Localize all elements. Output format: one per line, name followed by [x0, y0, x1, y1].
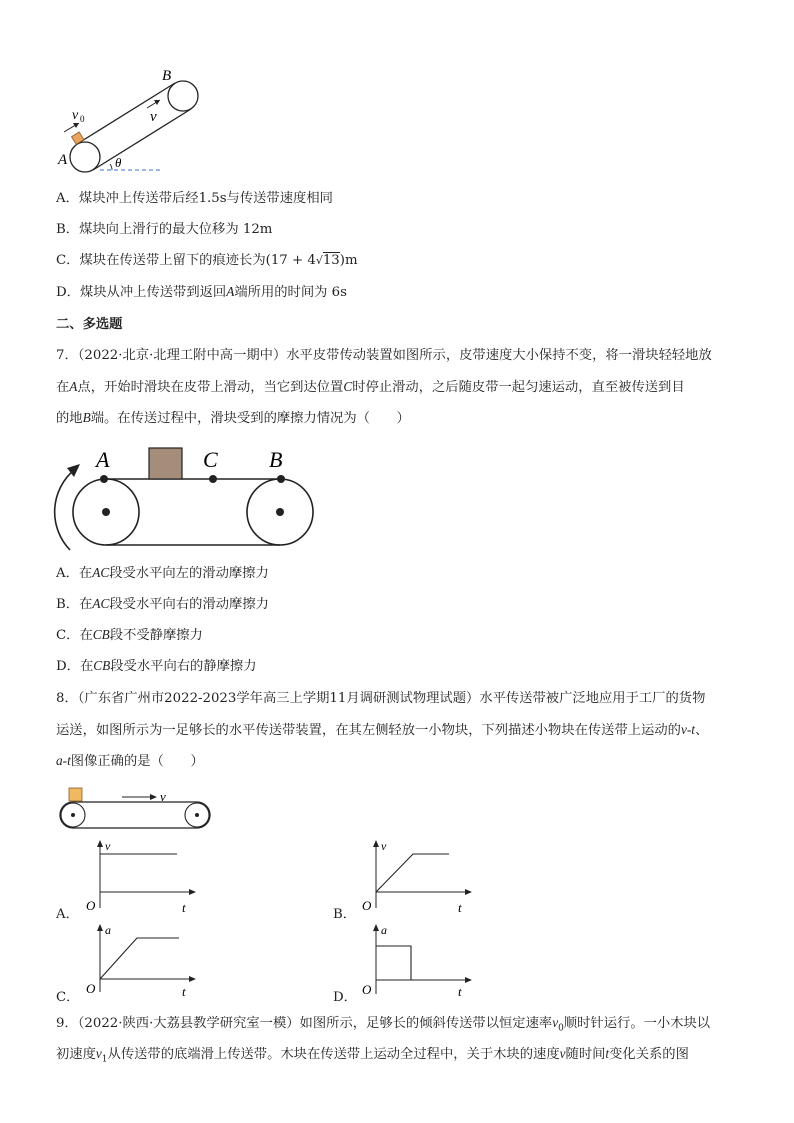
q7-l2-C: C — [343, 379, 353, 394]
label-B: B — [162, 68, 172, 84]
horizontal-belt-figure — [56, 442, 326, 572]
label-theta: θ — [115, 155, 122, 170]
q7-line-1: 7．（2022·北京·北理工附中高一期中）水平皮带传动装置如图所示，皮带速度大小保持不变，将一滑块轻轻地放 — [56, 348, 712, 363]
svg-text:t: t — [458, 900, 462, 915]
a-curve — [100, 938, 179, 979]
q6-option-d-post: 端所用的时间为 6s — [234, 285, 347, 300]
label-v0: v — [72, 108, 79, 123]
pulley-A — [70, 142, 100, 172]
left-axle — [102, 508, 110, 516]
q9-l1-v0-sub: 0 — [558, 1023, 564, 1034]
svg-text:t: t — [458, 984, 462, 999]
v-arrowhead — [154, 100, 160, 105]
velocity-arrowhead — [150, 794, 157, 800]
graph-c — [80, 922, 200, 1002]
q6-option-c-text: C．煤块在传送带上留下的痕迹长为 — [56, 253, 266, 268]
point-B — [277, 475, 285, 483]
label-v: v — [160, 789, 166, 804]
small-belt-figure — [56, 786, 216, 831]
q7-option-c: C．在CB段不受静摩擦力 — [56, 627, 203, 643]
q9-line-1 — [56, 1014, 710, 1038]
svg-text:O: O — [86, 981, 96, 996]
q7-l3-a: 的地 — [56, 411, 83, 426]
q8-l2-b: 、 — [694, 723, 709, 738]
q9-l2-d: 变化关系的图 — [609, 1047, 689, 1062]
q7-l2-A: A — [69, 379, 78, 394]
q6-option-c-formula-a: (17 + 4 — [265, 253, 316, 268]
q7-option-a: A．在AC段受水平向左的滑动摩擦力 — [56, 565, 269, 581]
q7-line-3 — [56, 409, 410, 428]
v-curve — [376, 854, 449, 892]
q7-option-d: D．在CB段受水平向右的静摩擦力 — [56, 658, 257, 674]
pulley-B — [168, 81, 198, 111]
section-title: 二、多选题 — [56, 317, 123, 332]
label-A: A — [58, 152, 68, 168]
q6-option-a: A．煤块冲上传送带后经1.5s与传送带速度相同 — [56, 191, 333, 206]
a-step — [376, 946, 411, 980]
q7-l3-B: B — [82, 410, 91, 425]
theta-arc — [110, 164, 112, 170]
q8-l3-b: 图像正确的是（ ） — [70, 754, 204, 769]
graph-d-label: D． — [333, 990, 357, 1005]
q7-l3-b: 端。在传送过程中，滑块受到的摩擦力情况为（ ） — [90, 411, 410, 426]
point-C — [209, 475, 217, 483]
label-v0-sub: 0 — [80, 114, 85, 124]
q9-l2-b: 从传送带的底端滑上传送带。木块在传送带上运动全过程中，关于木块的速度 — [107, 1047, 560, 1062]
right-axle — [276, 508, 284, 516]
svg-text:v: v — [381, 839, 387, 853]
belt-bottom — [93, 109, 191, 170]
q8-line-3 — [56, 752, 204, 771]
belt-top — [77, 83, 175, 144]
left-roller-axle — [71, 813, 75, 817]
q6-option-c-sqrt: 13 — [322, 253, 340, 268]
q6-option-d-pre: D．煤块从冲上传送带到返回 — [56, 285, 227, 300]
q8-l2-vt: v-t — [680, 722, 695, 737]
svg-text:O: O — [362, 982, 372, 997]
svg-text:a: a — [105, 923, 111, 937]
graph-b — [356, 838, 476, 918]
graph-b-label: B． — [333, 907, 357, 922]
svg-text:O: O — [362, 898, 372, 913]
q7-l2-a: 在 — [56, 380, 70, 395]
right-roller-axle — [195, 813, 199, 817]
q8-l2-a: 运送，如图所示为一足够长的水平传送带装置，在其左侧轻放一小物块，下列描述小物块在传送带上运动的 — [56, 723, 681, 738]
slider-block — [149, 448, 182, 479]
label-B: B — [269, 447, 283, 472]
q6-option-c: C．煤块在传送带上留下的痕迹长为(17 + 4√13)m — [56, 253, 358, 268]
label-v: v — [150, 109, 157, 125]
q9-l2-c: 随时间 — [565, 1047, 606, 1062]
graph-a — [80, 838, 200, 918]
q9-l2-v1-sub: 1 — [101, 1054, 108, 1065]
graph-d — [356, 922, 476, 1002]
q6-option-b: B．煤块向上滑行的最大位移为 12m — [56, 222, 273, 237]
q8-line-1: 8．（广东省广州市2022-2023学年高三上学期11月调研测试物理试题）水平传送带被广泛地应用于工厂的货物 — [56, 691, 706, 706]
q8-l3-at: a-t — [56, 753, 71, 768]
svg-text:O: O — [86, 898, 96, 913]
q6-option-c-formula-b: )m — [339, 253, 358, 268]
svg-text:t: t — [182, 984, 186, 999]
label-A: A — [96, 447, 110, 472]
q7-option-b: B．在AC段受水平向右的滑动摩擦力 — [56, 596, 269, 612]
svg-text:a: a — [381, 923, 387, 937]
rotation-arrow — [55, 470, 74, 550]
q9-l2-v: v — [559, 1046, 566, 1061]
q9-l1-b: 顺时针运行。一小木块以 — [563, 1016, 711, 1031]
q6-option-d — [56, 283, 347, 302]
graph-c-label: C． — [56, 990, 80, 1005]
q7-l2-b: 点，开始时滑块在皮带上滑动，当它到达位置 — [77, 380, 344, 395]
point-A — [100, 475, 108, 483]
q9-l2-a: 初速度 — [56, 1047, 96, 1062]
small-block — [69, 788, 82, 801]
q9-line-2 — [56, 1045, 689, 1069]
q8-line-2 — [56, 721, 708, 740]
q9-l2-t: t — [605, 1046, 610, 1061]
incline-conveyor-figure — [52, 66, 212, 176]
belt-outline — [60, 802, 210, 828]
svg-text:v: v — [105, 839, 111, 853]
q6-option-d-A: A — [226, 284, 235, 299]
graph-a-label: A． — [56, 907, 79, 922]
q7-l2-c: 时停止滑动，之后随皮带一起匀速运动，直至被传送到目 — [352, 380, 685, 395]
q9-l1-a: 9．（2022·陕西·大荔县教学研究室一模）如图所示，足够长的倾斜传送带以恒定速率 — [56, 1016, 553, 1031]
q9-l1-v0: v — [552, 1015, 559, 1030]
q9-l2-v1: v — [95, 1046, 102, 1061]
svg-text:t: t — [182, 900, 186, 915]
q7-line-2 — [56, 378, 685, 397]
label-C: C — [203, 447, 218, 472]
